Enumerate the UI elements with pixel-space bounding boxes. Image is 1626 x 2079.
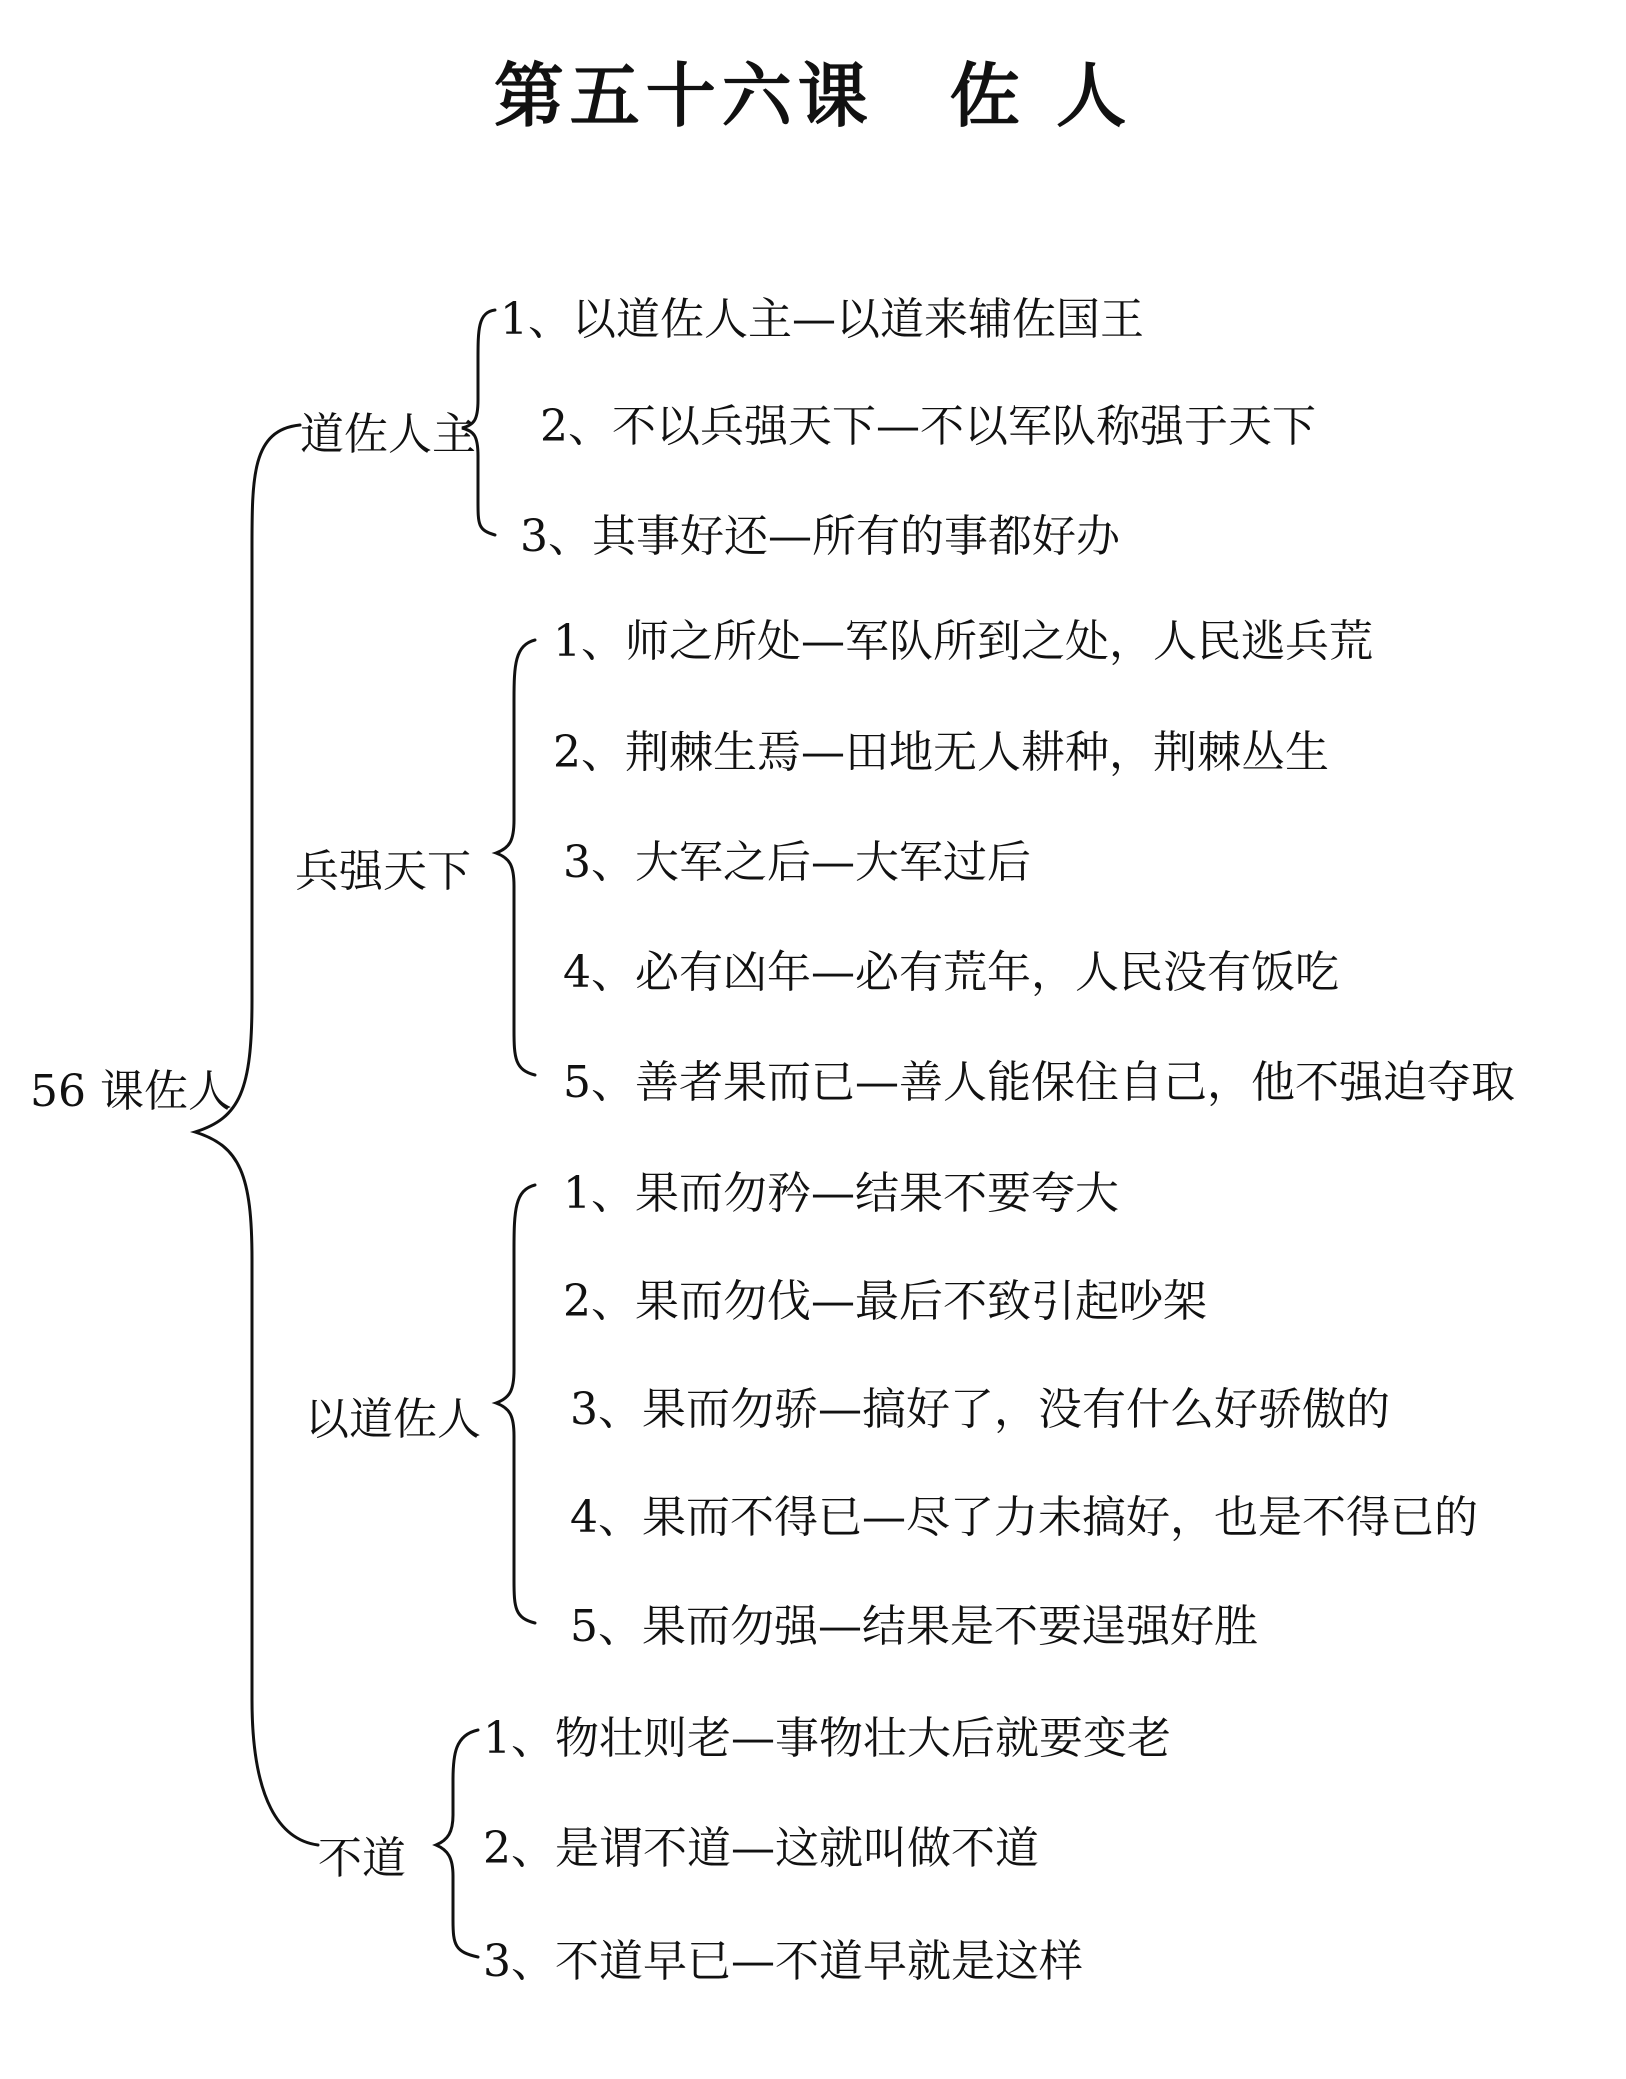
branch-3-item-5: 5、果而勿强—结果是不要逞强好胜 <box>570 1601 1258 1652</box>
branch-4-item-3: 3、不道早已—不道早就是这样 <box>483 1936 1083 1987</box>
branch-brace-3 <box>496 1185 535 1623</box>
branch-1-item-1: 1、以道佐人主—以道来辅佐国王 <box>500 294 1144 345</box>
branch-2-item-3: 3、大军之后—大军过后 <box>563 837 1031 888</box>
branch-1-item-2: 2、不以兵强天下—不以军队称强于天下 <box>540 401 1316 452</box>
branch-3-item-1: 1、果而勿矜—结果不要夸大 <box>563 1168 1119 1219</box>
branch-3-item-2: 2、果而勿伐—最后不致引起吵架 <box>563 1276 1207 1327</box>
branch-1-item-3: 3、其事好还—所有的事都好办 <box>520 511 1120 562</box>
root-brace <box>195 425 318 1845</box>
branch-brace-4 <box>436 1730 478 1957</box>
page-title: 第五十六课 佐 人 <box>493 54 1133 137</box>
branch-label-4: 不道 <box>318 1833 406 1884</box>
branch-label-3: 以道佐人 <box>305 1394 481 1445</box>
branch-label-1: 道佐人主 <box>300 409 476 460</box>
branch-brace-2 <box>496 640 535 1075</box>
branch-2-item-5: 5、善者果而已—善人能保住自己，他不强迫夺取 <box>563 1057 1515 1108</box>
branch-4-item-1: 1、物壮则老—事物壮大后就要变老 <box>483 1713 1171 1764</box>
branch-label-2: 兵强天下 <box>295 846 471 897</box>
branch-3-item-4: 4、果而不得已—尽了力未搞好，也是不得已的 <box>570 1492 1478 1543</box>
branch-4-item-2: 2、是谓不道—这就叫做不道 <box>483 1823 1039 1874</box>
root-label: 56 课佐人 <box>30 1066 232 1117</box>
branch-3-item-3: 3、果而勿骄—搞好了，没有什么好骄傲的 <box>570 1384 1390 1435</box>
branch-2-item-2: 2、荆棘生焉—田地无人耕种，荆棘丛生 <box>553 727 1329 778</box>
branch-2-item-4: 4、必有凶年—必有荒年，人民没有饭吃 <box>563 947 1339 998</box>
branch-2-item-1: 1、师之所处—军队所到之处，人民逃兵荒 <box>553 616 1373 667</box>
